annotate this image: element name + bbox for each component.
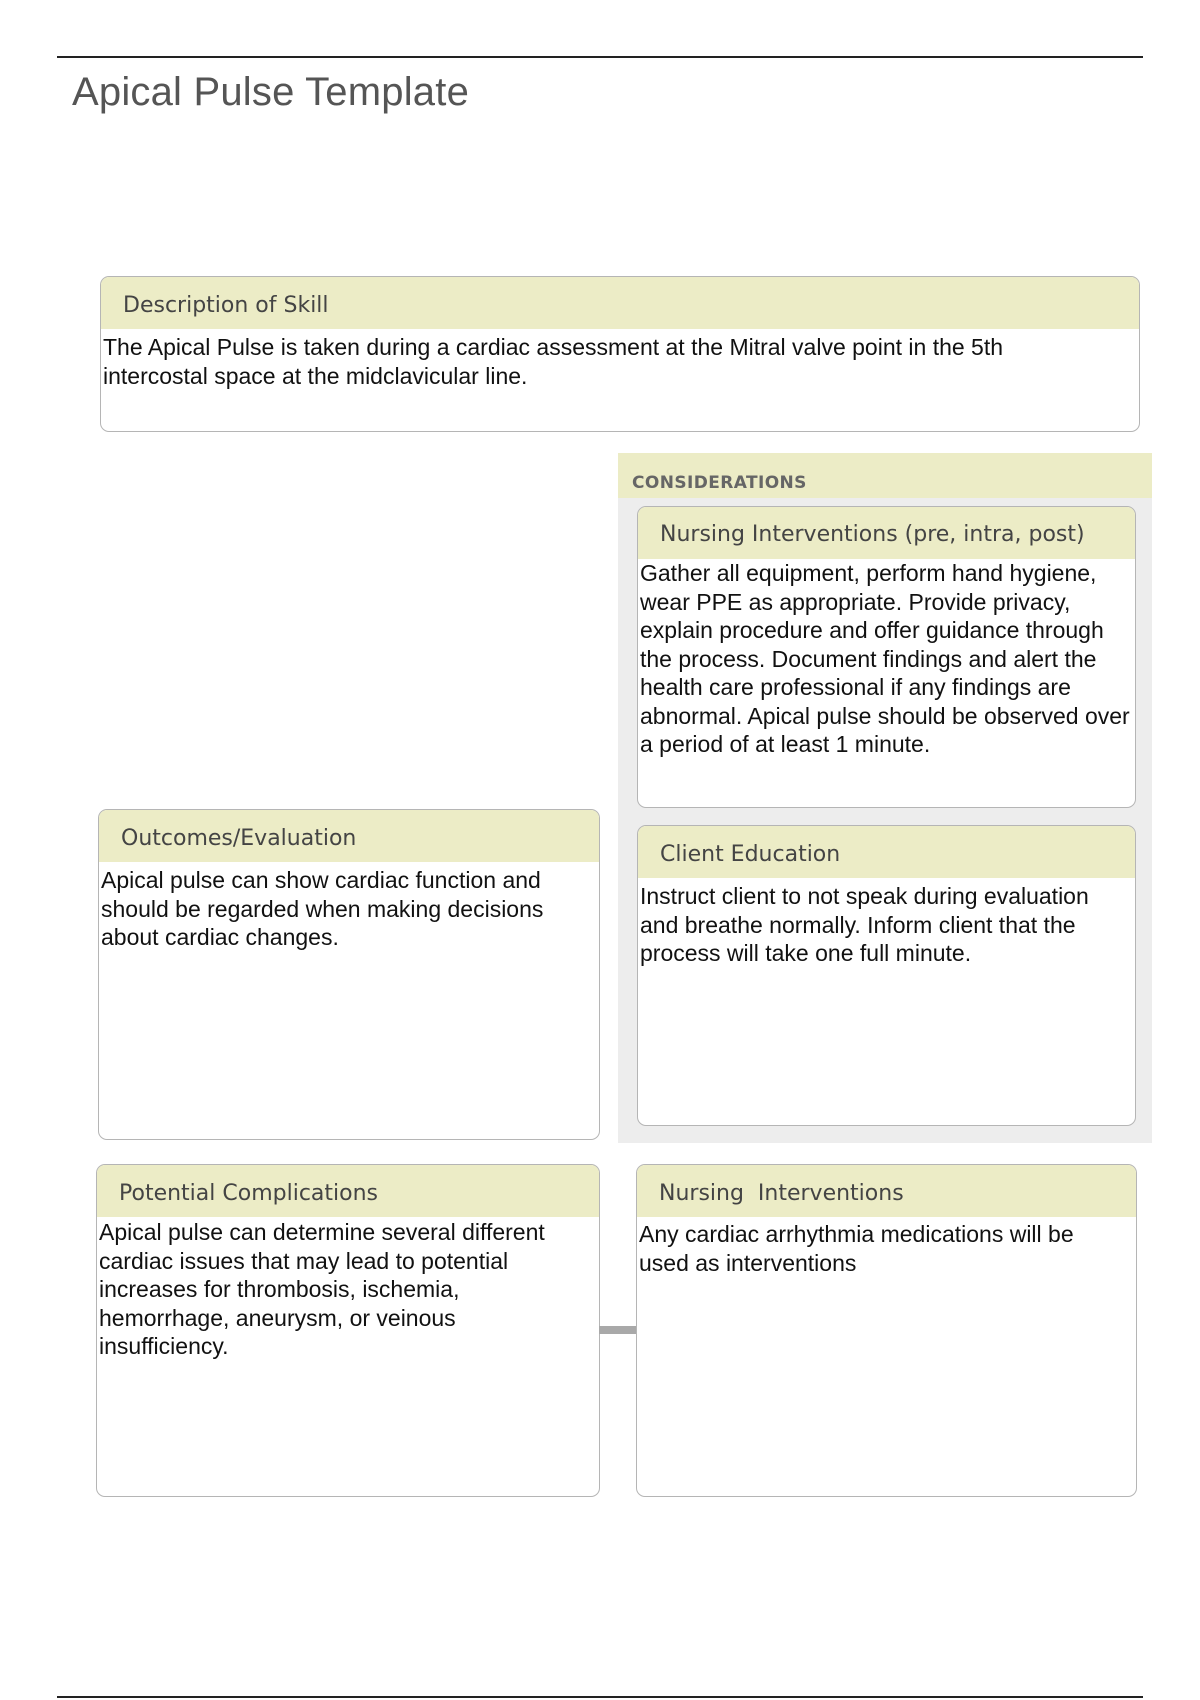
- complications-body: Apical pulse can determine several different cardiac issues that may lead to potential increases for thrombosis, ischemia, hemorrhage, aneurysm, or veinous insufficiency.: [99, 1219, 545, 1359]
- page-title: Apical Pulse Template: [72, 70, 470, 114]
- client-education-card: [637, 825, 1136, 1126]
- nursing-interventions-pip-body: Gather all equipment, perform hand hygiene, wear PPE as appropriate. Provide privacy, explain procedure and offer guidance through the process. Document findings and alert the health care professional if any findings are abnormal. Apical pulse should be observed over a period of at least 1 minute.: [640, 560, 1130, 757]
- complications-header: Potential Complications: [97, 1165, 599, 1217]
- outcomes-body: Apical pulse can show cardiac function and should be regarded when making decisions about cardiac changes.: [101, 867, 544, 950]
- nursing-interventions-card: [636, 1164, 1137, 1497]
- nursing-interventions-header: Nursing Interventions: [637, 1165, 1136, 1217]
- considerations-label: CONSIDERATIONS: [632, 473, 807, 493]
- bottom-rule: [57, 1696, 1143, 1698]
- client-education-header: Client Education: [638, 826, 1135, 878]
- outcomes-header: Outcomes/Evaluation: [99, 810, 599, 862]
- top-rule: [57, 56, 1143, 58]
- description-header: Description of Skill: [101, 277, 1139, 329]
- description-card: [100, 276, 1140, 432]
- client-education-body: Instruct client to not speak during evaluation and breathe normally. Inform client that the process will take one full minute.: [640, 883, 1089, 966]
- outcomes-card: [98, 809, 600, 1140]
- nursing-interventions-body: Any cardiac arrhythmia medications will be used as interventions: [639, 1221, 1074, 1276]
- complications-card: [96, 1164, 600, 1497]
- nursing-interventions-pip-header: Nursing Interventions (pre, intra, post): [638, 507, 1135, 559]
- nursing-interventions-pip-card: [637, 506, 1136, 808]
- connector-line: [599, 1326, 636, 1334]
- description-body: The Apical Pulse is taken during a cardiac assessment at the Mitral valve point in the 5th intercostal space at the midclavicular line.: [103, 334, 1004, 389]
